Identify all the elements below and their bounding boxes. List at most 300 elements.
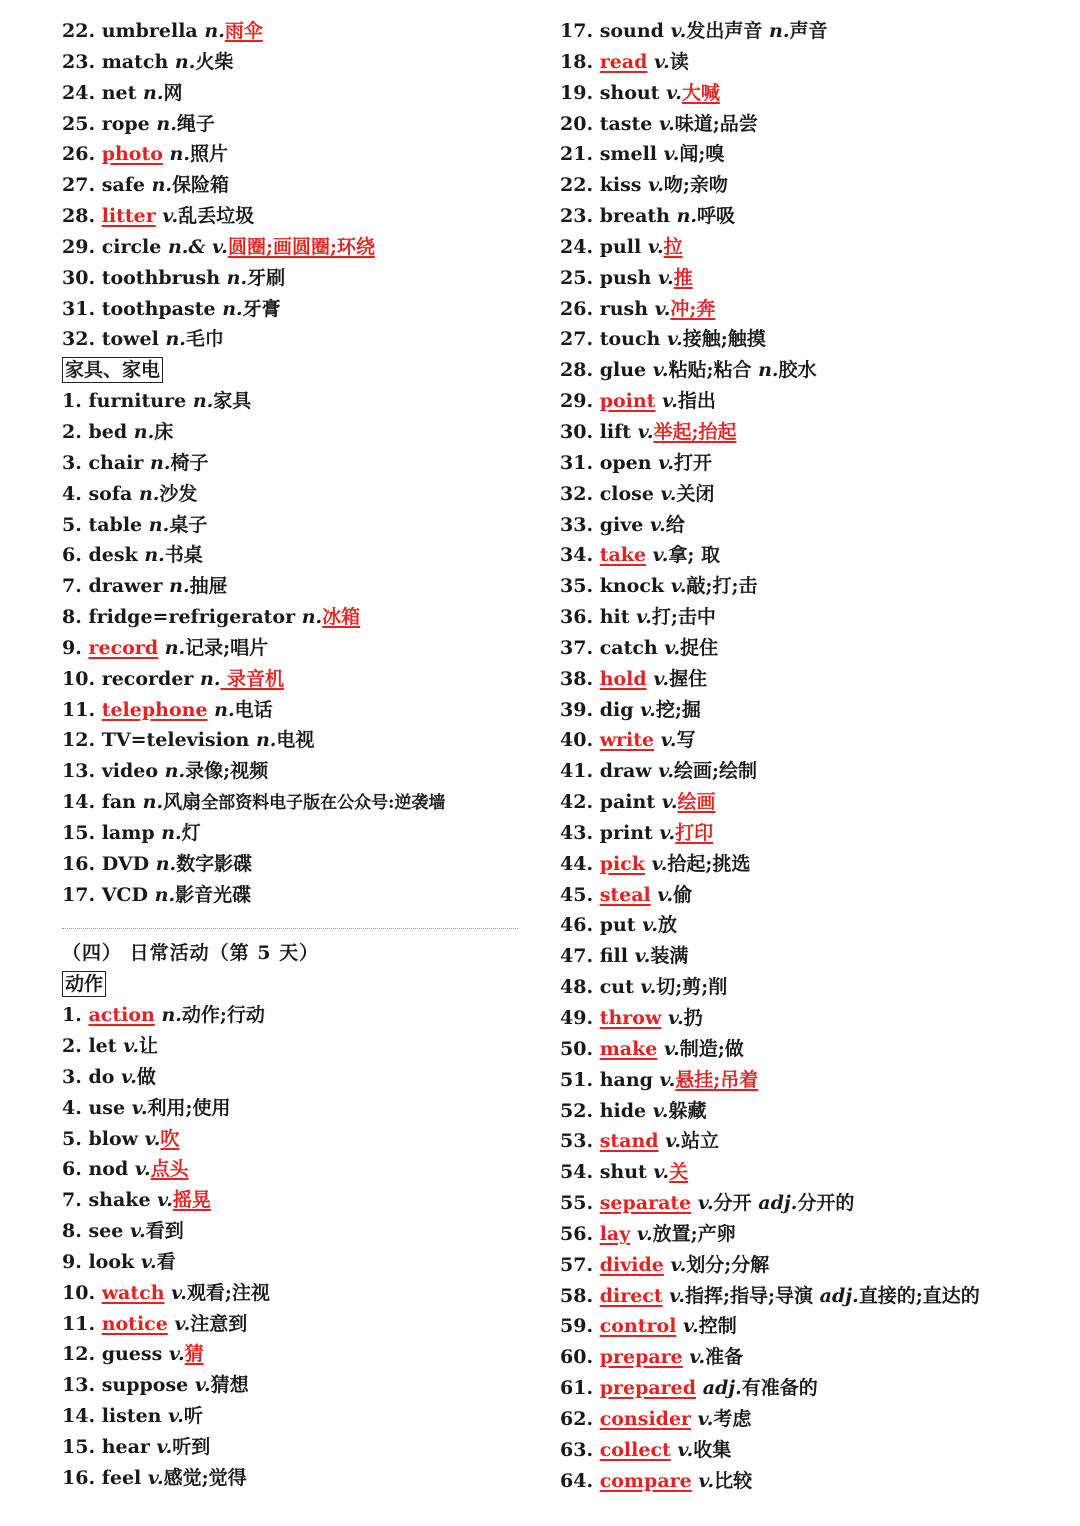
vocab-row	[560, 1219, 1060, 1250]
vocab-row	[560, 1342, 1060, 1373]
vocab-row	[560, 664, 1060, 695]
entry-part-of-speech: v.	[171, 1281, 187, 1304]
entry-word: suppose	[101, 1374, 189, 1397]
vocab-row	[560, 294, 1060, 325]
vocab-row	[62, 78, 532, 109]
entry-number: 22.	[560, 174, 594, 197]
entry-word: TV=television	[101, 729, 250, 752]
entry-meaning: 听	[183, 1405, 203, 1428]
vocab-row	[62, 1062, 532, 1093]
entry-part-of-speech: v.	[697, 1407, 714, 1430]
entry-meaning: 网	[163, 81, 183, 104]
entry-number: 38.	[560, 667, 594, 690]
entry-number: 15.	[62, 1435, 96, 1458]
entry-number: 10.	[62, 667, 96, 690]
entry-note: 全部资料电子版在公众号:逆袭墙	[201, 793, 446, 814]
vocab-row	[62, 880, 532, 911]
entry-part-of-speech: v.	[663, 1037, 680, 1060]
left-top-list	[62, 16, 532, 355]
entry-meaning: 抽屉	[189, 575, 228, 598]
entry-meaning: 粘贴;粘合	[668, 359, 752, 382]
entry-word: kiss	[599, 174, 642, 197]
entry-word: breath	[599, 205, 670, 228]
entry-meaning: 分开	[713, 1192, 752, 1215]
entry-part-of-speech: n.	[155, 852, 177, 875]
entry-part-of-speech: v.	[640, 698, 656, 721]
entry-word: divide	[599, 1253, 664, 1276]
entry-meaning: 圆圈;画圆圈;环绕	[227, 235, 375, 258]
entry-number: 63.	[560, 1438, 594, 1461]
entry-number: 41.	[560, 760, 594, 783]
entry-word: fill	[599, 945, 628, 968]
vocab-row	[62, 1309, 532, 1340]
entry-part-of-speech: v.	[636, 606, 652, 629]
entry-meaning: 猜想	[210, 1374, 249, 1397]
vocab-row	[62, 1124, 532, 1155]
vocab-row	[560, 1003, 1060, 1034]
entry-part-of-speech: v.	[156, 1435, 173, 1458]
entry-part-of-speech: n.	[144, 544, 165, 567]
vocab-row	[62, 1000, 532, 1031]
entry-word: read	[599, 50, 648, 73]
action-heading-row	[62, 969, 532, 1000]
entry-word: give	[599, 513, 644, 536]
entry-meaning: 乱丢垃圾	[178, 205, 255, 228]
entry-meaning: 打印	[675, 821, 714, 844]
entry-part-of-speech: n.	[154, 883, 176, 906]
vocab-row	[560, 139, 1060, 170]
vocab-row	[62, 479, 532, 510]
entry-number: 60.	[560, 1346, 594, 1369]
entry-meaning: 放置;产卵	[652, 1222, 736, 1245]
entry-meaning: 敲;打;击	[686, 575, 758, 598]
entry-word: circle	[101, 235, 162, 258]
entry-meaning: 让	[138, 1035, 158, 1057]
vocab-row	[62, 417, 532, 448]
entry-part-of-speech: v.	[658, 451, 674, 474]
entry-part-of-speech: v.	[634, 945, 651, 968]
entry-meaning: 电视	[276, 729, 315, 752]
vocab-row	[560, 818, 1060, 849]
entry-word: feel	[101, 1466, 142, 1489]
entry-meaning: 牙刷	[247, 266, 286, 289]
entry-part-of-speech: v.	[123, 1035, 139, 1057]
entry-part-of-speech: v.	[144, 1127, 161, 1150]
entry-word: write	[599, 729, 655, 752]
entry-part-of-speech: v.	[174, 1312, 191, 1335]
vocab-row	[62, 695, 532, 726]
vocab-row	[62, 1185, 532, 1216]
vocab-row	[560, 725, 1060, 756]
entry-number: 51.	[560, 1068, 594, 1091]
entry-number: 37.	[560, 636, 594, 659]
entry-number: 36.	[560, 606, 594, 629]
vocab-row	[62, 201, 532, 232]
entry-number: 28.	[62, 205, 96, 228]
entry-word: separate	[599, 1192, 692, 1215]
entry-part-of-speech: v.	[666, 81, 682, 104]
entry-meaning: 感觉;觉得	[163, 1466, 247, 1489]
entry-word: print	[599, 821, 653, 844]
entry-word: make	[599, 1037, 658, 1060]
entry-word: nod	[88, 1158, 129, 1181]
vocab-row	[560, 756, 1060, 787]
vocab-row	[62, 571, 532, 602]
entry-word: dig	[599, 698, 634, 721]
entry-meaning: 挖;掘	[655, 698, 701, 721]
vocab-row	[62, 47, 532, 78]
entry-part-of-speech: v.	[697, 1192, 714, 1215]
vocab-row	[560, 941, 1060, 972]
entry-number: 6.	[62, 1158, 82, 1181]
entry-word: watch	[101, 1281, 165, 1304]
entry-word: listen	[101, 1405, 162, 1428]
entry-number: 26.	[62, 143, 96, 166]
entry-word: paint	[599, 791, 656, 814]
entry-meaning: 写	[676, 729, 696, 752]
entry-part-of-speech: n.	[156, 112, 177, 135]
entry-word: action	[88, 1004, 155, 1027]
entry-meaning: 火柴	[195, 50, 234, 73]
entry-number: 40.	[560, 729, 594, 752]
entry-meaning: 准备	[705, 1346, 744, 1369]
entry-word: stand	[599, 1130, 659, 1153]
entry-number: 10.	[62, 1281, 96, 1304]
entry-part-of-speech-2: n.	[769, 20, 790, 42]
entry-word: guess	[101, 1343, 163, 1366]
entry-number: 14.	[62, 791, 96, 814]
entry-word: VCD	[101, 883, 149, 906]
entry-meaning: 闻;嗅	[679, 143, 725, 166]
entry-meaning: 悬挂;吊着	[675, 1068, 759, 1091]
entry-part-of-speech: v.	[657, 266, 674, 289]
vocab-row	[560, 1281, 1060, 1312]
entry-meaning: 数字影碟	[176, 852, 253, 875]
vocab-row	[560, 324, 1060, 355]
entry-meaning: 打开	[673, 451, 712, 474]
entry-word: steal	[599, 883, 651, 906]
entry-number: 30.	[560, 420, 594, 443]
entry-meaning: 观看;注视	[186, 1281, 270, 1304]
vocab-row	[62, 294, 532, 325]
entry-meaning: 保险箱	[172, 174, 230, 197]
entry-word: net	[101, 81, 137, 104]
entry-number: 55.	[560, 1192, 594, 1215]
entry-word: taste	[599, 112, 653, 135]
vocab-row	[560, 910, 1060, 941]
entry-word: open	[599, 451, 652, 474]
vocab-row	[560, 510, 1060, 541]
entry-number: 2.	[62, 420, 82, 443]
entry-part-of-speech: v.	[665, 1130, 681, 1153]
furniture-list	[62, 386, 532, 910]
entry-number: 27.	[62, 174, 96, 197]
entry-number: 20.	[560, 112, 594, 135]
vocab-row	[62, 1339, 532, 1370]
entry-part-of-speech: v.	[636, 1222, 653, 1245]
entry-number: 42.	[560, 791, 594, 814]
entry-number: 48.	[560, 976, 594, 999]
entry-part-of-speech-2: adj.	[819, 1284, 859, 1307]
action-list	[62, 1000, 532, 1494]
entry-meaning: 装满	[650, 945, 689, 968]
entry-meaning: 制造;做	[679, 1037, 744, 1060]
vocab-row	[62, 1401, 532, 1432]
vocab-row	[62, 756, 532, 787]
entry-part-of-speech: v.	[168, 1343, 185, 1366]
entry-number: 18.	[560, 50, 594, 73]
vocab-row	[62, 664, 532, 695]
entry-part-of-speech: v.	[157, 1189, 173, 1212]
entry-number: 19.	[560, 81, 594, 104]
entry-meaning: 拿; 取	[668, 544, 721, 567]
vocab-row	[560, 880, 1060, 911]
entry-part-of-speech: v.	[662, 390, 678, 413]
entry-word: knock	[599, 575, 665, 598]
entry-number: 12.	[62, 1343, 96, 1366]
entry-number: 6.	[62, 544, 82, 567]
entry-word: towel	[101, 328, 159, 351]
entry-meaning: 吹	[160, 1127, 180, 1150]
entry-word: bed	[88, 420, 128, 443]
entry-number: 59.	[560, 1315, 594, 1338]
entry-meaning: 呼吸	[697, 205, 736, 228]
entry-number: 33.	[560, 513, 594, 536]
entry-part-of-speech: n.	[151, 174, 173, 197]
entry-part-of-speech: v.	[654, 50, 670, 73]
entry-part-of-speech: n.	[226, 266, 248, 289]
entry-meaning: 听到	[172, 1435, 211, 1458]
entry-part-of-speech: adj.	[702, 1377, 742, 1400]
entry-word: recorder	[101, 667, 194, 690]
entry-word: glue	[599, 359, 647, 382]
entry-meaning: 打;击中	[651, 606, 716, 629]
entry-number: 22.	[62, 20, 96, 42]
entry-meaning: 记录;唱片	[185, 636, 269, 659]
vocab-row	[62, 633, 532, 664]
entry-part-of-speech: v.	[640, 976, 657, 999]
entry-meaning: 风扇	[163, 791, 202, 814]
vocab-row	[62, 16, 532, 47]
entry-word: consider	[599, 1407, 692, 1430]
entry-word: smell	[599, 143, 658, 166]
entry-word: pull	[599, 235, 642, 258]
entry-number: 62.	[560, 1407, 594, 1430]
vocab-row	[62, 1432, 532, 1463]
entry-number: 24.	[62, 81, 96, 104]
entry-number: 31.	[62, 297, 96, 320]
entry-meaning: 有准备的	[741, 1377, 818, 1400]
entry-word: draw	[599, 760, 652, 783]
section-title-row	[62, 938, 532, 969]
entry-part-of-speech: v.	[658, 760, 675, 783]
vocab-row	[62, 818, 532, 849]
entry-word: pick	[599, 852, 645, 875]
entry-number: 4.	[62, 1096, 82, 1119]
entry-meaning: 做	[136, 1065, 156, 1088]
entry-meaning: 沙发	[159, 482, 198, 505]
entry-part-of-speech: v.	[131, 1096, 148, 1119]
entry-number: 7.	[62, 1189, 82, 1212]
entry-meaning: 举起;抬起	[653, 420, 737, 443]
entry-part-of-speech: n.	[143, 81, 164, 104]
furniture-heading-row	[62, 355, 532, 386]
entry-meaning: 注意到	[190, 1312, 248, 1335]
right-column	[560, 16, 1060, 1497]
vocab-row	[560, 232, 1060, 263]
vocab-row	[62, 1247, 532, 1278]
entry-part-of-speech: v.	[649, 513, 666, 536]
entry-meaning: 冰箱	[322, 606, 361, 629]
entry-number: 25.	[560, 266, 594, 289]
entry-meaning: 关	[669, 1161, 689, 1184]
vocab-row	[560, 1373, 1060, 1404]
entry-part-of-speech: n.	[142, 791, 164, 814]
entry-part-of-speech: n.	[148, 513, 170, 536]
entry-meaning: 站立	[680, 1130, 719, 1153]
entry-word: toothbrush	[101, 266, 221, 289]
entry-meaning: 读	[669, 50, 689, 73]
vocab-row	[62, 725, 532, 756]
entry-number: 11.	[62, 1312, 96, 1335]
entry-number: 12.	[62, 729, 96, 752]
entry-part-of-speech: n.	[214, 698, 235, 721]
entry-number: 28.	[560, 359, 594, 382]
entry-part-of-speech: v.	[659, 1068, 676, 1091]
entry-part-of-speech: v.	[698, 1469, 715, 1492]
vocab-row	[560, 972, 1060, 1003]
entry-number: 30.	[62, 266, 96, 289]
entry-part-of-speech: n.	[133, 420, 155, 443]
entry-meaning: 大喊	[681, 81, 720, 104]
entry-meaning: 指挥;指导;导演	[685, 1284, 814, 1307]
entry-part-of-speech: v.	[660, 482, 677, 505]
entry-word: hit	[599, 606, 630, 629]
entry-meaning: 味道;品尝	[674, 112, 758, 135]
section-divider	[62, 928, 518, 930]
entry-meaning-2: 胶水	[778, 359, 817, 382]
entry-number: 2.	[62, 1035, 82, 1057]
entry-number: 50.	[560, 1037, 594, 1060]
entry-part-of-speech: v.	[147, 1466, 164, 1489]
entry-meaning: 灯	[181, 821, 201, 844]
entry-number: 5.	[62, 1127, 82, 1150]
vocab-row	[62, 1370, 532, 1401]
entry-part-of-speech: v.	[651, 852, 668, 875]
entry-meaning: 毛巾	[185, 328, 224, 351]
entry-number: 54.	[560, 1161, 594, 1184]
vocab-row	[62, 109, 532, 140]
entry-part-of-speech: n.	[174, 50, 196, 73]
entry-number: 5.	[62, 513, 82, 536]
entry-word: rope	[101, 112, 150, 135]
entry-meaning: 看到	[145, 1220, 184, 1243]
vocab-row	[62, 602, 532, 633]
entry-part-of-speech: n.	[204, 20, 225, 42]
entry-word: desk	[88, 544, 138, 567]
vocab-row	[62, 1216, 532, 1247]
entry-word: hear	[101, 1435, 150, 1458]
entry-word: sofa	[88, 482, 133, 505]
entry-part-of-speech: n.	[164, 760, 186, 783]
entry-part-of-speech: v.	[670, 1253, 687, 1276]
furniture-heading: 家具、家电	[62, 357, 163, 383]
entry-part-of-speech: v.	[658, 112, 675, 135]
entry-word: sound	[599, 20, 664, 42]
entry-meaning: 偷	[673, 883, 693, 906]
entry-meaning: 指出	[677, 390, 716, 413]
entry-word: shut	[599, 1161, 647, 1184]
entry-number: 56.	[560, 1222, 594, 1245]
left-column	[62, 16, 532, 1494]
vocab-row	[560, 1250, 1060, 1281]
entry-part-of-speech: n.	[192, 390, 214, 413]
entry-number: 13.	[62, 1374, 96, 1397]
entry-part-of-speech: n.	[255, 729, 277, 752]
vocab-row	[62, 232, 532, 263]
vocab-row	[560, 1096, 1060, 1127]
vocab-row	[62, 787, 532, 818]
entry-word: photo	[101, 143, 163, 166]
vocab-row	[62, 1278, 532, 1309]
entry-number: 45.	[560, 883, 594, 906]
entry-number: 23.	[62, 50, 96, 73]
entry-meaning: 给	[665, 513, 685, 536]
entry-number: 9.	[62, 636, 82, 659]
entry-word: close	[599, 482, 654, 505]
entry-part-of-speech: v.	[683, 1315, 699, 1338]
vocab-row	[560, 849, 1060, 880]
entry-number: 24.	[560, 235, 594, 258]
entry-word: shout	[599, 81, 660, 104]
entry-part-of-speech: v.	[654, 297, 671, 320]
vocab-row	[560, 787, 1060, 818]
entry-meaning: 桌子	[169, 513, 208, 536]
entry-part-of-speech: v.	[664, 636, 681, 659]
vocab-row	[560, 1188, 1060, 1219]
entry-word: do	[88, 1065, 115, 1088]
entry-number: 53.	[560, 1130, 594, 1153]
vocab-row	[560, 540, 1060, 571]
entry-word: chair	[88, 451, 144, 474]
entry-number: 46.	[560, 914, 594, 937]
entry-part-of-speech: v.	[667, 1007, 684, 1029]
entry-part-of-speech: v.	[653, 1161, 670, 1184]
entry-meaning: 控制	[698, 1315, 737, 1338]
entry-meaning: 录像;视频	[185, 760, 269, 783]
entry-part-of-speech: v.	[669, 1284, 686, 1307]
entry-part-of-speech: v.	[653, 667, 670, 690]
entry-number: 4.	[62, 482, 82, 505]
entry-number: 57.	[560, 1253, 594, 1276]
entry-word: point	[599, 390, 656, 413]
vocab-row	[560, 602, 1060, 633]
entry-meaning: 雨伞	[224, 20, 263, 42]
entry-part-of-speech: v.	[647, 235, 664, 258]
vocab-row	[62, 1031, 532, 1062]
entry-meaning: 比较	[714, 1469, 753, 1492]
entry-number: 58.	[560, 1284, 594, 1307]
entry-part-of-speech: n.	[169, 143, 190, 166]
entry-meaning: 推	[673, 266, 693, 289]
vocab-row	[560, 47, 1060, 78]
entry-meaning: 绘画	[677, 791, 716, 814]
vocab-row	[560, 1404, 1060, 1435]
entry-word: see	[88, 1220, 124, 1243]
vocab-row	[560, 1435, 1060, 1466]
entry-word: blow	[88, 1127, 139, 1150]
vocab-row	[62, 510, 532, 541]
